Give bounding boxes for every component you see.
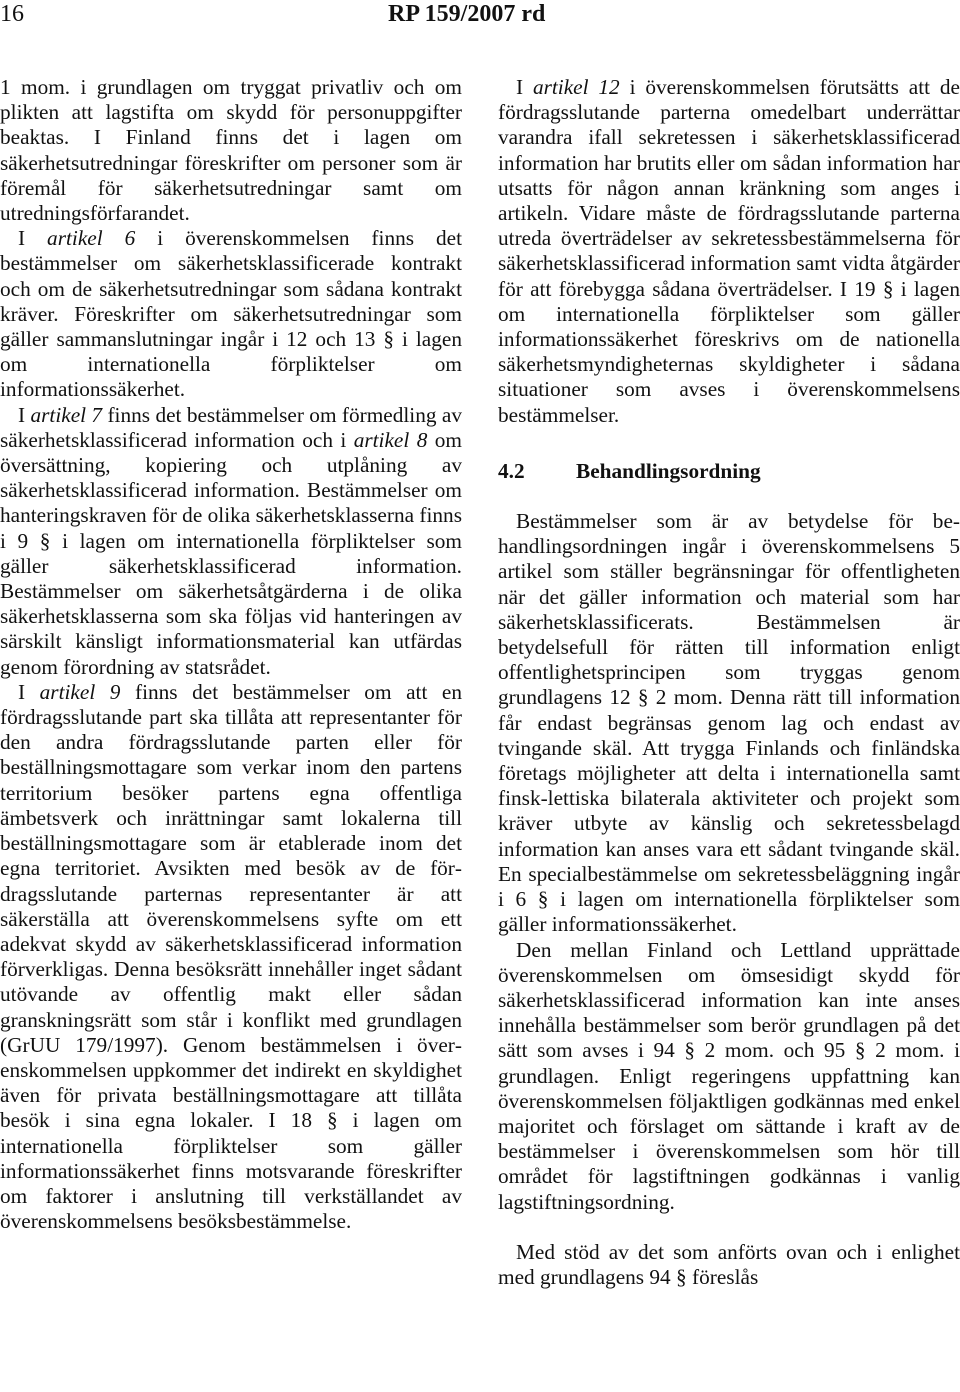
- paragraph: Den mellan Finland och Lettland upprättade överenskommelsen om ömsesidigt skydd för säkerhetsklassificerad information kan inte anses innehålla bestämmelser som berör grundlagen på det sätt som avses i 94 § 2 mom. och 95 § 2 mom. i grundlagen. Enligt regeringens uppfattning kan överenskommelsen följaktligen godkännas med enkel majoritet och förslaget om sättande i kraft av de bestämmelser i överenskommelsen som hör till området för lagstiftningen godkännas i vanlig lagstiftningsordning.: [498, 937, 960, 1214]
- paragraph: I artikel 7 finns det bestämmelser om förmedling av säkerhetsklassificerad information och i artikel 8 om översättning, kopiering och utplåning av säkerhetsklassificerad information. Bestämmelser om hanteringskraven för de olika säkerhetsklasserna finns i 9 § i lagen om internationella förpliktelser som gäller säkerhetsklassificerad information. Bestämmelser om säkerhetsåtgärderna i de olika säkerhetsklasserna som ska följas vid hanteringen av särskilt känsligt informationsmaterial kan utfärdas genom förordning av statsrådet.: [0, 402, 462, 679]
- section-title: Behandlingsordning: [576, 458, 761, 483]
- paragraph-spacer: [498, 1215, 960, 1240]
- left-column: [0, 75, 462, 1234]
- document-reference: RP 159/2007 rd: [388, 1, 546, 27]
- section-number: 4.2: [498, 458, 525, 483]
- paragraph: I artikel 12 i överenskommelsen förutsätts att de fördragsslutande parterna omedelbart underrättar varandra ifall sekretessen i säkerhetsklassificerad information har brutits eller om sådan information har utsatts för någon annan kränkning som anges i artikeln. Vidare måste de fördragsslutande parterna utreda överträdelser av sekretessbestämmelserna för säkerhetsklassificerad information samt vidta åtgärder för att förebygga sådana överträdelser. I 19 § i lagen om internationella förpliktelser som gäller informationssäkerhet föreskrivs om de nationella säkerhetsmyndigheternas skyldigheter i sådana situationer som avses i överenskommelsens bestämmelser.: [498, 75, 960, 427]
- paragraph: 1 mom. i grundlagen om tryggat privatliv och om plikten att lagstifta om skydd för personuppgifter beaktas. I Finland finns det i lagen om säkerhetsutredningar föreskrifter om personer som är föremål för säkerhetsutredningar samt om utredningsförfarandet.: [0, 75, 462, 226]
- paragraph: Bestämmelser som är av betydelse för behandlingsordningen ingår i överenskommelsens 5 artikel som ställer begränsningar för offentligheten när det gäller information och material som har säkerhetsklassificerats. Bestämmelsen är betydelsefull för rätten till information enligt offentlighetsprincipen som tryggas genom grundlagens 12 § 2 mom. Denna rätt till information får endast begränsas genom lag och endast av tvingande skäl. Att trygga Finlands och finländska företags möjligheter att delta i internationella samt finsk-lettiska bilaterala aktiviteter och projekt som kräver utbyte av känslig och sekretessbelagd information kan anses vara ett sådant tvingande skäl. En specialbestämmelse om sekretessbeläggning ingår i 6 § i lagen om internationella förpliktelser som gäller informationssäkerhet.: [498, 509, 960, 937]
- right-column: [498, 75, 960, 1290]
- paragraph: I artikel 6 i överenskommelsen finns det bestämmelser om säkerhetsklassificerade kontrakt och om de säkerhetsutredningar som sådana kontrakt kräver. Föreskrifter om säkerhetsutredningar som gäller sammanslutningar ingår i 12 och 13 § i lagen om internationella förpliktelser om informationssäkerhet.: [0, 226, 462, 402]
- page-header: [0, 0, 960, 40]
- section-heading: [498, 459, 960, 484]
- paragraph: Med stöd av det som anförts ovan och i enlighet med grundlagens 94 § föreslås: [498, 1239, 960, 1289]
- page-number: 16: [0, 1, 24, 27]
- paragraph: I artikel 9 finns det bestämmelser om att en fördragsslutande part ska tillåta att representanter för den andra fördragsslutande parten eller för beställningsmottagare som verkar inom den partens territorium besöker partens egna offentliga ämbetsverk och inrättningar samt lokalerna till beställningsmottagare som är etablerade inom det egna territoriet. Avsikten med besök av de fördragsslutande parternas representanter är att säkerställa att överenskommelsens syfte om ett adekvat skydd av säkerhetsklassificerad information förverkligas. Denna besöksrätt innehåller inget sådant utövande av offentlig makt eller sådan granskningsrätt som står i konflikt med grundlagen (GrUU 179/1997). Genom bestämmelsen i överenskommelsen uppkommer det indirekt en skyldighet även för privata beställningsmottagare att tillåta besök i sina egna lokaler. I 18 § i lagen om internationella förpliktelser som gäller informationssäkerhet finns motsvarande föreskrifter om faktorer i anslutning till verkställandet av överenskommelsens besöksbestämmelse.: [0, 679, 462, 1234]
